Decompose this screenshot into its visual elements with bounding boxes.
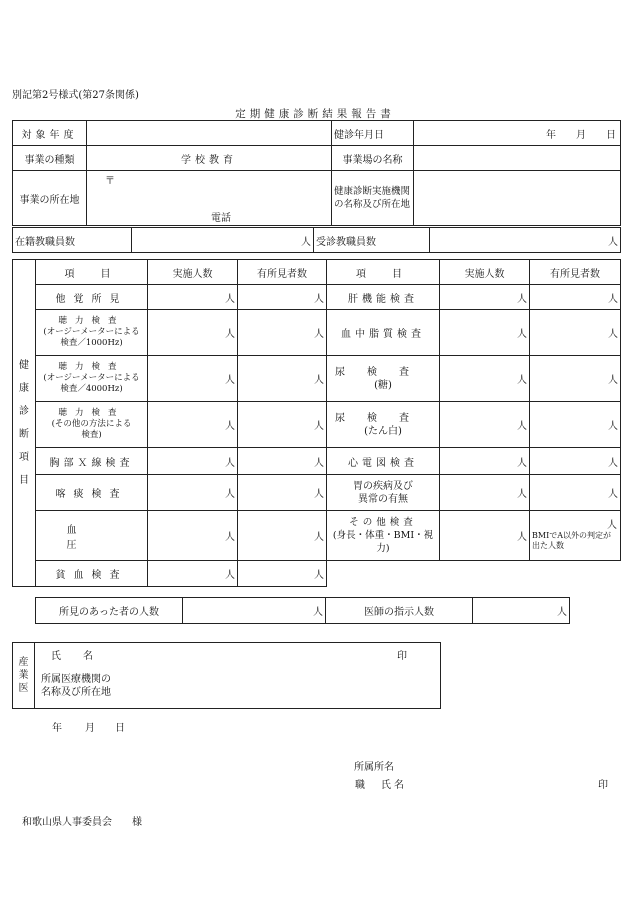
sputum-findings-field[interactable]: 人: [238, 475, 327, 511]
workplace-name-label: 事業場の名称: [332, 146, 414, 171]
label-line: (その他の方法による: [51, 419, 132, 429]
hear1000-findings-field[interactable]: 人: [238, 310, 327, 356]
label-line: 尿検査: [335, 412, 431, 424]
exam-date-field[interactable]: [414, 121, 621, 146]
label-line: (身長・体重・BMI・視力): [332, 530, 434, 554]
business-type-label: 事業の種類: [13, 146, 87, 171]
affiliation-line: 所属医療機関の: [41, 674, 111, 685]
col-item-left: 項 目: [36, 260, 148, 285]
stomach-done-field[interactable]: 人: [440, 475, 530, 511]
exam-item-sputum: 喀痰検査: [36, 475, 148, 511]
stomach-findings-field[interactable]: 人: [530, 475, 621, 511]
label-line: 尿検査: [335, 366, 431, 378]
postal-mark: 〒: [105, 176, 115, 187]
col-item-right: 項 目: [327, 260, 440, 285]
phone-label: 電話: [211, 213, 231, 224]
staff-count-table: [12, 227, 621, 253]
institution-field[interactable]: [414, 171, 621, 226]
label-line: (オージーメーターによる: [43, 373, 140, 383]
ecg-done-field[interactable]: 人: [440, 448, 530, 475]
exam-item-stomach: [327, 475, 440, 511]
exam-date-month: 月: [576, 130, 587, 141]
summary-table: [35, 597, 570, 624]
institution-label-line2: の名称及び所在地: [334, 199, 411, 210]
footer-seal: 印: [598, 780, 608, 791]
label-line: 検査／1000Hz): [60, 338, 123, 348]
exam-item-anemia: 貧血検査: [36, 561, 148, 587]
exam-side-label: [13, 260, 36, 587]
exam-item-urine-protein: [327, 402, 440, 448]
side-char: 断: [19, 429, 29, 440]
exam-date-label: 健診年月日: [332, 121, 414, 146]
business-type-value: 学校教育: [87, 146, 332, 171]
label-line: 胃の疾病及び: [353, 480, 413, 492]
side-char: 項: [19, 452, 29, 463]
other-exam-done-field[interactable]: 人: [440, 511, 530, 561]
col-findings-left: 有所見者数: [238, 260, 327, 285]
label-line: (糖): [374, 379, 392, 391]
anemia-findings-field[interactable]: 人: [238, 561, 327, 587]
enrolled-field[interactable]: 人: [132, 228, 314, 253]
instructions-count-field[interactable]: 人: [473, 598, 570, 624]
label-line: その他検査: [349, 517, 417, 528]
side-char: 産: [18, 657, 29, 668]
urine-sugar-findings-field[interactable]: 人: [530, 356, 621, 402]
hear1000-done-field[interactable]: 人: [148, 310, 238, 356]
side-char: 診: [19, 406, 29, 417]
bp-findings-field[interactable]: 人: [238, 511, 327, 561]
lipid-findings-field[interactable]: 人: [530, 310, 621, 356]
doctor-side-label: [13, 643, 35, 709]
col-done-left: 実施人数: [148, 260, 238, 285]
exam-item-other-exam: [327, 511, 440, 561]
addressee: 和歌山県人事委員会 様: [22, 817, 142, 828]
label-line: 聴力検査: [58, 408, 125, 418]
side-char: 業: [18, 670, 29, 681]
location-field[interactable]: [87, 171, 332, 226]
lipid-done-field[interactable]: 人: [440, 310, 530, 356]
other-findings-field[interactable]: 人: [238, 285, 327, 310]
office-label: 所属所名: [354, 762, 394, 773]
exam-item-urine-sugar: [327, 356, 440, 402]
institution-label: [332, 171, 414, 226]
workplace-name-field[interactable]: [414, 146, 621, 171]
urine-sugar-done-field[interactable]: 人: [440, 356, 530, 402]
exam-item-bp: 血圧: [36, 511, 148, 561]
hear4000-findings-field[interactable]: 人: [238, 356, 327, 402]
label-line: 検査): [81, 430, 102, 440]
position-name-label: 職 氏名: [355, 780, 407, 791]
exam-item-hear4000: [36, 356, 148, 402]
findings-count-field[interactable]: 人: [183, 598, 326, 624]
findings-count-label: 所見のあった者の人数: [36, 598, 183, 624]
exam-date-day: 日: [606, 130, 617, 141]
exam-item-xray: 胸部Ｘ線検査: [36, 448, 148, 475]
enrolled-label: 在籍教職員数: [13, 228, 132, 253]
affiliation-line: 名称及び所在地: [41, 687, 111, 698]
hearother-findings-field[interactable]: 人: [238, 402, 327, 448]
exam-item-other: 他覚所見: [36, 285, 148, 310]
doctor-affiliation-label: [41, 673, 111, 699]
exam-item-liver: 肝機能検査: [327, 285, 440, 310]
label-line: (たん白): [364, 425, 402, 437]
location-label: 事業の所在地: [13, 171, 87, 226]
side-char: 医: [18, 683, 29, 694]
xray-done-field[interactable]: 人: [148, 448, 238, 475]
doctor-field[interactable]: [35, 643, 441, 709]
other-exam-findings-field[interactable]: [530, 511, 621, 561]
side-char: 健: [19, 360, 29, 371]
target-year-label: 対象年度: [13, 121, 87, 146]
header-table: [12, 120, 621, 226]
urine-protein-done-field[interactable]: 人: [440, 402, 530, 448]
doctor-table: [12, 642, 441, 709]
label-line: 異常の有無: [358, 493, 408, 505]
exam-item-ecg: 心電図検査: [327, 448, 440, 475]
empty-area: [327, 561, 621, 587]
label-line: 検査／4000Hz): [60, 384, 123, 394]
exam-date-year: 年: [546, 130, 557, 141]
ecg-findings-field[interactable]: 人: [530, 448, 621, 475]
exam-item-lipid: 血中脂質検査: [327, 310, 440, 356]
exam-item-hearother: [36, 402, 148, 448]
hear4000-done-field[interactable]: 人: [148, 356, 238, 402]
page-title: 定期健康診断結果報告書: [235, 108, 395, 120]
urine-protein-findings-field[interactable]: 人: [530, 402, 621, 448]
side-char: 康: [19, 383, 29, 394]
examined-field[interactable]: 人: [430, 228, 621, 253]
liver-done-field[interactable]: 人: [440, 285, 530, 310]
exam-items-table: [12, 259, 621, 587]
doctor-name-label: 氏 名: [51, 651, 99, 662]
hearother-done-field[interactable]: 人: [148, 402, 238, 448]
other-done-field[interactable]: 人: [148, 285, 238, 310]
footer-date-month: 月: [85, 723, 95, 734]
label-line: (オージーメーターによる: [43, 327, 140, 337]
col-done-right: 実施人数: [440, 260, 530, 285]
doctor-seal: 印: [397, 651, 407, 662]
examined-label: 受診教職員数: [314, 228, 430, 253]
xray-findings-field[interactable]: 人: [238, 448, 327, 475]
bp-done-field[interactable]: 人: [148, 511, 238, 561]
instructions-count-label: 医師の指示人数: [326, 598, 473, 624]
bmi-note: BMIでA以外の判定が出た人数: [532, 531, 612, 550]
form-label: 別記第2号様式(第27条関係): [12, 90, 139, 101]
institution-label-line1: 健康診断実施機関: [334, 186, 411, 197]
footer-date-year: 年: [52, 723, 62, 734]
footer-date-day: 日: [115, 723, 125, 734]
sputum-done-field[interactable]: 人: [148, 475, 238, 511]
anemia-done-field[interactable]: 人: [148, 561, 238, 587]
side-char: 目: [19, 475, 29, 486]
col-findings-right: 有所見者数: [530, 260, 621, 285]
label-line: 聴力検査: [58, 362, 125, 372]
target-year-field[interactable]: [87, 121, 332, 146]
liver-findings-field[interactable]: 人: [530, 285, 621, 310]
label-line: 聴力検査: [58, 316, 125, 326]
other-exam-unit: 人: [607, 520, 617, 531]
exam-item-hear1000: [36, 310, 148, 356]
